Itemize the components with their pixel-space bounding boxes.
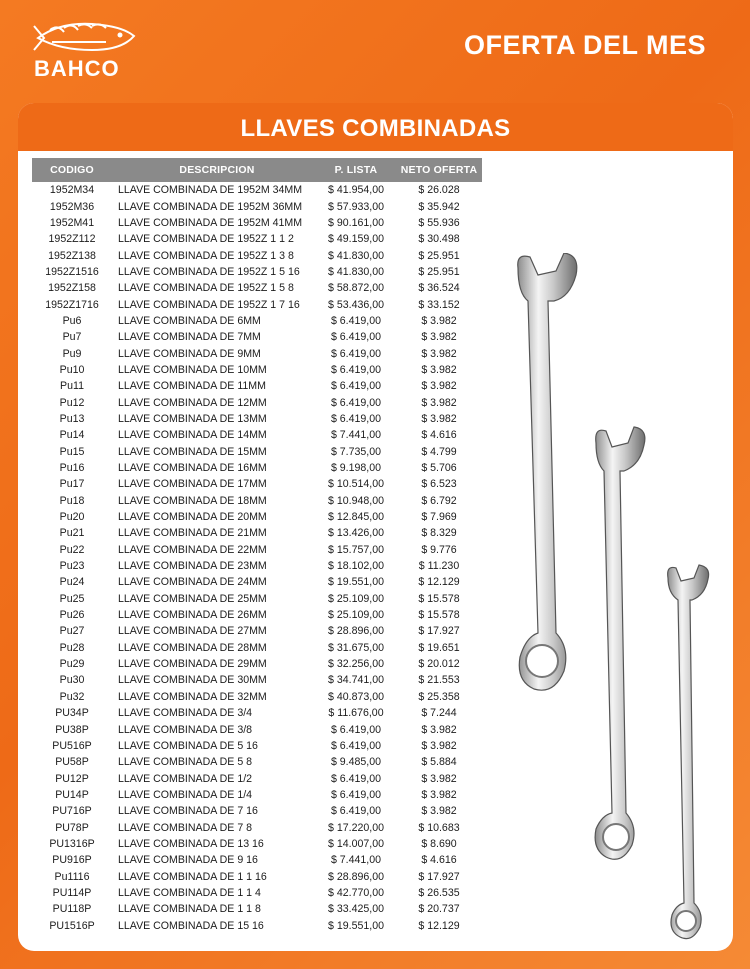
table-row [32,362,482,378]
cell-net-offer: $ 3.982 [421,772,457,785]
cell-code: 1952M34 [49,184,95,197]
cell-code: Pu24 [59,576,85,589]
cell-net-offer: $ 3.982 [421,363,457,376]
cell-code: Pu13 [59,412,85,425]
cell-net-offer: $ 55.936 [418,216,460,229]
table-row [32,770,482,786]
cell-list-price: $ 25.109,00 [328,609,384,622]
cell-description: LLAVE COMBINADA DE 1952Z 1 5 8 [118,282,294,295]
cell-list-price: $ 19.551,00 [328,919,384,932]
cell-description: LLAVE COMBINADA DE 1952Z 1 3 8 [118,249,294,262]
cell-description: LLAVE COMBINADA DE 23MM [118,560,267,573]
table-row [32,868,482,884]
table-row [32,852,482,868]
table-row [32,394,482,410]
cell-net-offer: $ 8.690 [421,837,457,850]
cell-description: LLAVE COMBINADA DE 21MM [118,527,267,540]
table-header-row [32,158,482,182]
column-header-description: DESCRIPCION [112,158,316,182]
cell-description: LLAVE COMBINADA DE 1952Z 1 1 2 [118,233,294,246]
table-row [32,182,482,198]
cell-description: LLAVE COMBINADA DE 32MM [118,690,267,703]
cell-code: PU916P [52,854,92,867]
cell-code: PU1516P [49,919,95,932]
cell-description: LLAVE COMBINADA DE 13MM [118,412,267,425]
header-bar [0,0,750,88]
table-row [32,738,482,754]
cell-list-price: $ 33.425,00 [328,903,384,916]
cell-list-price: $ 6.419,00 [330,396,382,409]
cell-net-offer: $ 3.982 [421,396,457,409]
cell-list-price: $ 18.102,00 [328,560,384,573]
cell-net-offer: $ 11.230 [418,560,460,573]
table-row [32,247,482,263]
cell-net-offer: $ 3.982 [421,314,457,327]
cell-code: Pu23 [59,560,85,573]
cell-net-offer: $ 8.329 [421,527,457,540]
table-row [32,460,482,476]
cell-description: LLAVE COMBINADA DE 25MM [118,592,267,605]
cell-list-price: $ 6.419,00 [330,347,382,360]
cell-net-offer: $ 36.524 [418,282,460,295]
cell-net-offer: $ 30.498 [418,233,460,246]
table-row [32,378,482,394]
cell-net-offer: $ 7.244 [421,707,457,720]
cell-code: PU12P [55,772,89,785]
cell-description: LLAVE COMBINADA DE 15 16 [118,919,264,932]
table-row [32,313,482,329]
cell-list-price: $ 14.007,00 [328,837,384,850]
table-row [32,836,482,852]
cell-net-offer: $ 17.927 [418,870,460,883]
cell-list-price: $ 6.419,00 [330,805,382,818]
cell-description: LLAVE COMBINADA DE 5 16 [118,739,258,752]
cell-description: LLAVE COMBINADA DE 30MM [118,674,267,687]
cell-net-offer: $ 4.616 [421,429,457,442]
cell-description: LLAVE COMBINADA DE 1/4 [118,788,253,801]
cell-list-price: $ 6.419,00 [330,314,382,327]
cell-code: Pu32 [59,690,85,703]
table-row [32,623,482,639]
table-row [32,885,482,901]
cell-code: 1952Z138 [48,249,96,262]
cell-net-offer: $ 3.982 [421,739,457,752]
table-row [32,198,482,214]
cell-description: LLAVE COMBINADA DE 20MM [118,511,267,524]
cell-list-price: $ 9.485,00 [330,756,382,769]
table-row [32,705,482,721]
cell-net-offer: $ 15.578 [418,592,460,605]
cell-net-offer: $ 3.982 [421,380,457,393]
cell-net-offer: $ 25.951 [418,265,460,278]
cell-description: LLAVE COMBINADA DE 10MM [118,363,267,376]
cell-net-offer: $ 25.358 [418,690,460,703]
cell-code: 1952M36 [49,200,95,213]
cell-code: 1952Z1516 [45,265,99,278]
cell-description: LLAVE COMBINADA DE 6MM [118,314,261,327]
cell-list-price: $ 41.830,00 [328,265,384,278]
cell-code: PU78P [55,821,89,834]
cell-description: LLAVE COMBINADA DE 3/8 [118,723,253,736]
table-row [32,803,482,819]
table-row [32,754,482,770]
table-row [32,427,482,443]
table-row [32,280,482,296]
cell-list-price: $ 12.845,00 [328,511,384,524]
cell-code: Pu6 [62,314,82,327]
cell-list-price: $ 17.220,00 [328,821,384,834]
table-row [32,231,482,247]
cell-net-offer: $ 4.616 [421,854,457,867]
cell-description: LLAVE COMBINADA DE 1952M 34MM [118,184,303,197]
cell-code: Pu29 [59,658,85,671]
cell-list-price: $ 9.198,00 [330,462,382,475]
cell-description: LLAVE COMBINADA DE 17MM [118,478,267,491]
cell-list-price: $ 90.161,00 [328,216,384,229]
cell-description: LLAVE COMBINADA DE 16MM [118,462,267,475]
table-row [32,476,482,492]
cell-description: LLAVE COMBINADA DE 27MM [118,625,267,638]
cell-code: PU38P [55,723,89,736]
cell-net-offer: $ 3.982 [421,805,457,818]
table-row [32,525,482,541]
wrench-set-photo [498,253,733,951]
cell-net-offer: $ 20.737 [418,903,460,916]
column-header-list-price: P. LISTA [316,158,396,182]
cell-description: LLAVE COMBINADA DE 24MM [118,576,267,589]
cell-description: LLAVE COMBINADA DE 1952M 41MM [118,216,303,229]
cell-net-offer: $ 26.028 [418,184,460,197]
table-row [32,640,482,656]
table-row [32,296,482,312]
cell-list-price: $ 15.757,00 [328,543,384,556]
cell-list-price: $ 19.551,00 [328,576,384,589]
cell-code: Pu16 [59,462,85,475]
table-row [32,411,482,427]
product-card [18,103,733,951]
table-row [32,215,482,231]
cell-description: LLAVE COMBINADA DE 7MM [118,331,261,344]
cell-code: PU34P [55,707,89,720]
cell-description: LLAVE COMBINADA DE 1/2 [118,772,253,785]
cell-list-price: $ 13.426,00 [328,527,384,540]
cell-net-offer: $ 3.982 [421,412,457,425]
cell-net-offer: $ 7.969 [421,511,457,524]
table-row [32,591,482,607]
cell-net-offer: $ 33.152 [418,298,460,311]
cell-code: Pu26 [59,609,85,622]
card-title: LLAVES COMBINADAS [240,115,511,142]
cell-list-price: $ 28.896,00 [328,625,384,638]
cell-net-offer: $ 3.982 [421,723,457,736]
table-row [32,917,482,933]
cell-code: 1952Z112 [48,233,96,246]
cell-net-offer: $ 3.982 [421,331,457,344]
cell-list-price: $ 32.256,00 [328,658,384,671]
table-row [32,493,482,509]
table-row [32,819,482,835]
card-title-bar [18,103,733,151]
table-row [32,345,482,361]
cell-code: Pu18 [59,494,85,507]
table-row [32,721,482,737]
cell-description: LLAVE COMBINADA DE 28MM [118,641,267,654]
cell-description: LLAVE COMBINADA DE 1 1 4 [118,886,261,899]
cell-list-price: $ 7.441,00 [330,429,382,442]
cell-description: LLAVE COMBINADA DE 15MM [118,445,267,458]
cell-code: Pu1116 [54,870,90,883]
cell-net-offer: $ 3.982 [421,788,457,801]
cell-list-price: $ 6.419,00 [330,739,382,752]
cell-code: Pu27 [59,625,85,638]
cell-code: PU516P [52,739,92,752]
price-table [32,158,482,934]
cell-list-price: $ 25.109,00 [328,592,384,605]
table-row [32,672,482,688]
cell-list-price: $ 6.419,00 [330,788,382,801]
cell-code: Pu14 [59,429,85,442]
cell-code: Pu11 [60,380,84,393]
cell-list-price: $ 42.770,00 [328,886,384,899]
table-row [32,689,482,705]
cell-description: LLAVE COMBINADA DE 9MM [118,347,261,360]
table-row [32,542,482,558]
cell-list-price: $ 7.441,00 [330,854,382,867]
cell-code: Pu7 [62,331,82,344]
cell-list-price: $ 6.419,00 [330,412,382,425]
cell-description: LLAVE COMBINADA DE 9 16 [118,854,258,867]
cell-code: Pu20 [59,511,85,524]
table-row [32,656,482,672]
cell-net-offer: $ 19.651 [418,641,460,654]
brand-name: BAHCO [34,56,120,81]
cell-description: LLAVE COMBINADA DE 1952M 36MM [118,200,303,213]
cell-net-offer: $ 5.706 [421,462,457,475]
cell-net-offer: $ 9.776 [421,543,457,556]
cell-net-offer: $ 4.799 [421,445,457,458]
cell-code: Pu12 [59,396,85,409]
cell-list-price: $ 10.948,00 [328,494,384,507]
cell-code: PU716P [52,805,92,818]
cell-description: LLAVE COMBINADA DE 1 1 8 [118,903,261,916]
cell-net-offer: $ 21.553 [418,674,460,687]
cell-net-offer: $ 12.129 [418,576,460,589]
cell-description: LLAVE COMBINADA DE 7 8 [118,821,253,834]
offer-title: OFERTA DEL MES [463,30,706,60]
cell-net-offer: $ 12.129 [418,919,460,932]
column-header-code: CODIGO [32,158,112,182]
cell-list-price: $ 10.514,00 [328,478,384,491]
cell-net-offer: $ 25.951 [418,249,460,262]
cell-list-price: $ 41.954,00 [328,184,384,197]
cell-net-offer: $ 6.792 [421,494,457,507]
cell-code: Pu9 [62,347,82,360]
cell-list-price: $ 41.830,00 [328,249,384,262]
cell-list-price: $ 6.419,00 [330,772,382,785]
cell-code: 1952M41 [49,216,95,229]
cell-description: LLAVE COMBINADA DE 1952Z 1 5 16 [118,265,300,278]
table-row [32,509,482,525]
cell-code: PU58P [55,756,89,769]
cell-description: LLAVE COMBINADA DE 12MM [118,396,267,409]
cell-list-price: $ 11.676,00 [328,707,384,720]
cell-net-offer: $ 10.683 [418,821,460,834]
table-row [32,901,482,917]
cell-description: LLAVE COMBINADA DE 26MM [118,609,267,622]
cell-code: Pu25 [59,592,85,605]
cell-list-price: $ 58.872,00 [328,282,384,295]
cell-description: LLAVE COMBINADA DE 29MM [118,658,267,671]
cell-description: LLAVE COMBINADA DE 1 1 16 [118,870,267,883]
cell-description: LLAVE COMBINADA DE 1952Z 1 7 16 [118,298,300,311]
table-row [32,329,482,345]
cell-list-price: $ 6.419,00 [330,331,382,344]
large-wrench [518,253,577,690]
column-header-net-offer: NETO OFERTA [396,158,482,182]
cell-list-price: $ 57.933,00 [328,200,384,213]
cell-description: LLAVE COMBINADA DE 18MM [118,494,267,507]
cell-list-price: $ 7.735,00 [330,445,382,458]
cell-code: Pu28 [59,641,85,654]
cell-description: LLAVE COMBINADA DE 5 8 [118,756,253,769]
cell-code: Pu15 [59,445,85,458]
cell-code: Pu21 [59,527,85,540]
cell-code: 1952Z1716 [45,298,99,311]
cell-net-offer: $ 17.927 [418,625,460,638]
table-row [32,558,482,574]
cell-list-price: $ 28.896,00 [328,870,384,883]
cell-net-offer: $ 35.942 [418,200,460,213]
cell-code: PU118P [52,903,92,916]
cell-net-offer: $ 6.523 [421,478,457,491]
cell-list-price: $ 40.873,00 [328,690,384,703]
cell-net-offer: $ 20.012 [418,658,460,671]
cell-list-price: $ 6.419,00 [330,380,382,393]
cell-description: LLAVE COMBINADA DE 3/4 [118,707,253,720]
cell-code: Pu10 [59,363,85,376]
cell-list-price: $ 6.419,00 [330,723,382,736]
cell-list-price: $ 34.741,00 [328,674,384,687]
cell-description: LLAVE COMBINADA DE 11MM [118,380,266,393]
table-row [32,787,482,803]
cell-code: PU1316P [49,837,95,850]
cell-list-price: $ 31.675,00 [328,641,384,654]
cell-code: Pu17 [59,478,85,491]
table-row [32,574,482,590]
table-row [32,264,482,280]
cell-list-price: $ 53.436,00 [328,298,384,311]
cell-description: LLAVE COMBINADA DE 13 16 [118,837,264,850]
table-row [32,444,482,460]
cell-code: PU114P [52,886,92,899]
medium-wrench [595,427,645,859]
cell-net-offer: $ 26.535 [418,886,460,899]
cell-code: Pu22 [59,543,85,556]
cell-description: LLAVE COMBINADA DE 7 16 [118,805,258,818]
cell-net-offer: $ 3.982 [421,347,457,360]
cell-code: PU14P [55,788,89,801]
cell-description: LLAVE COMBINADA DE 22MM [118,543,267,556]
cell-description: LLAVE COMBINADA DE 14MM [118,429,267,442]
cell-list-price: $ 49.159,00 [328,233,384,246]
cell-code: 1952Z158 [48,282,96,295]
small-wrench [668,565,709,939]
cell-list-price: $ 6.419,00 [330,363,382,376]
cell-net-offer: $ 5.884 [421,756,457,769]
cell-code: Pu30 [59,674,85,687]
cell-net-offer: $ 15.578 [418,609,460,622]
table-row [32,607,482,623]
